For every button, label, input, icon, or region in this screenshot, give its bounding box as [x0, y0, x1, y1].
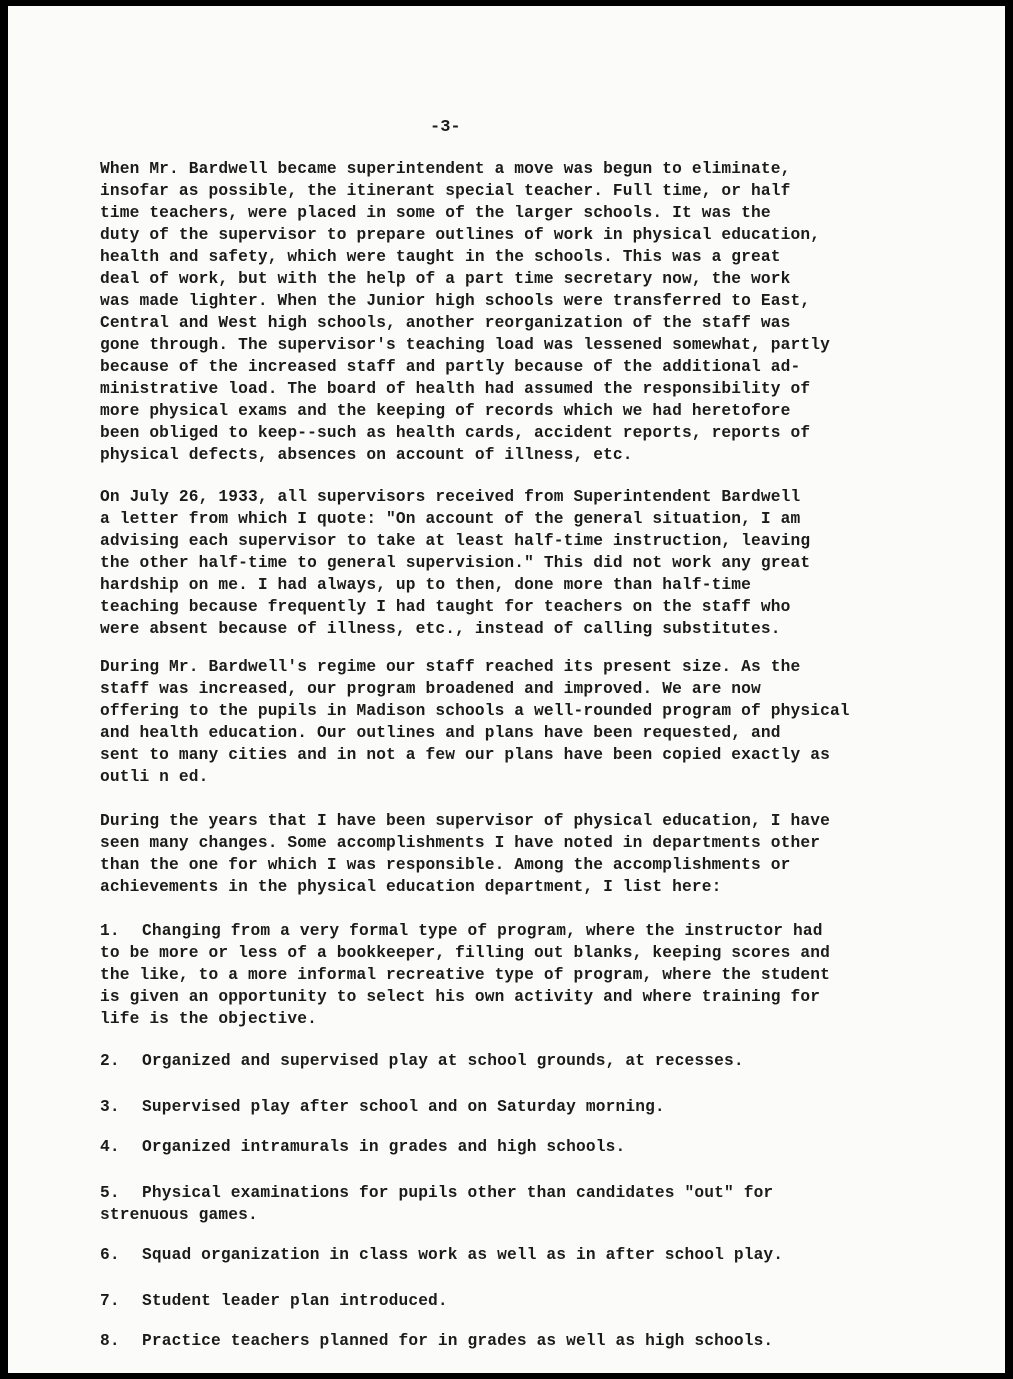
list-item-number: 3. [100, 1098, 120, 1116]
list-item-number: 4. [100, 1138, 120, 1156]
list-item [100, 1290, 930, 1312]
list-item-text: Squad organization in class work as well as in after school play. [142, 1246, 784, 1264]
list-item [100, 1136, 930, 1158]
list-item-number: 5. [100, 1184, 120, 1202]
paragraph-july-1933-letter: On July 26, 1933, all supervisors received from Superintendent Bardwell a letter from which I quote: "On account of the general situation, I am advising each supervisor to take at least half-time instruction, leaving the other half-time to general supervision." This did not work any great hardship on me. I had always, up to then, done more than half-time teaching because frequently I had taught for teachers on the staff who were absent because of illness, etc., instead of calling substitutes. [100, 488, 811, 638]
list-item [100, 1330, 930, 1352]
list-item-text: Changing from a very formal type of program, where the instructor had to be more or less of a bookkeeper, filling out blanks, keeping scores and the like, to a more informal recreative type of program, where the student is given an opportunity to select his own activity and where training for life is the objective. [100, 922, 830, 1028]
list-item [100, 1096, 930, 1118]
list-item-text: Practice teachers planned for in grades as well as high schools. [142, 1332, 774, 1350]
list-item [100, 1244, 930, 1266]
paragraph-accomplishments-intro: During the years that I have been supervisor of physical education, I have seen many changes. Some accomplishments I have noted in departments other than the one for which I was responsible. Among the accomplishments or achievements in the physical education department, I list here: [100, 812, 830, 896]
page-number: -3- [430, 118, 461, 137]
paragraph-bardwell-superintendent: When Mr. Bardwell became superintendent a move was begun to eliminate, insofar as possible, the itinerant special teacher. Full time, or half time teachers, were placed in some of the larger schools. It was the duty of the supervisor to prepare outlines of work in physical education, health and safety, which were taught in the schools. This was a great deal of work, but with the help of a part time secretary now, the work was made lighter. When the Junior high schools were transferred to East, Central and West high schools, another reorganization of the staff was gone through. The supervisor's teaching load was lessened somewhat, partly because of the increased staff and partly because of the additional ad- ministrative load. The board of health had assumed the responsibility of more physical exams and the keeping of records which we had heretofore been obliged to keep--such as health cards, accident reports, reports of physical defects, absences on account of illness, etc. [100, 160, 830, 464]
list-item [100, 920, 930, 1030]
list-item-text: Student leader plan introduced. [142, 1292, 448, 1310]
list-item-text: Physical examinations for pupils other than candidates "out" for strenuous games. [100, 1184, 774, 1224]
list-item-number: 6. [100, 1246, 120, 1264]
paragraph-bardwell-regime: During Mr. Bardwell's regime our staff reached its present size. As the staff was increased, our program broadened and improved. We are now offering to the pupils in Madison schools a well-rounded program of physical and health education. Our outlines and plans have been requested, and sent to many cities and in not a few our plans have been copied exactly as outli n ed. [100, 658, 850, 786]
list-item-number: 2. [100, 1052, 120, 1070]
list-item [100, 1050, 930, 1072]
list-item-number: 8. [100, 1332, 120, 1350]
list-item [100, 1182, 930, 1226]
document-page [8, 6, 1005, 1373]
list-item-number: 1. [100, 922, 120, 940]
list-item-text: Organized intramurals in grades and high schools. [142, 1138, 626, 1156]
list-item-text: Organized and supervised play at school grounds, at recesses. [142, 1052, 744, 1070]
list-item-text: Supervised play after school and on Saturday morning. [142, 1098, 665, 1116]
list-item-number: 7. [100, 1292, 120, 1310]
